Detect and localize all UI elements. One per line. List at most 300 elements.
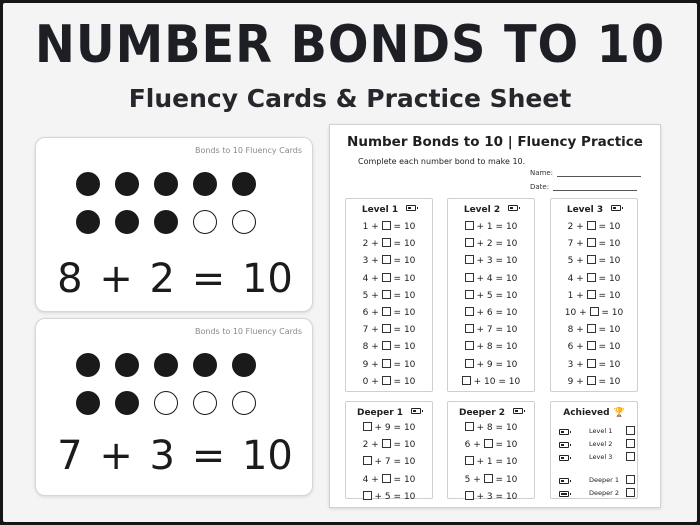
bond-token: = [495,423,504,433]
bond-token: + [371,290,379,301]
achieved-title: Achieved [563,408,610,418]
bond-row [346,253,432,270]
bond-token: 3 [362,256,369,267]
filled-dot [76,353,100,377]
bond-token: = [495,440,504,451]
answer-box[interactable] [587,324,596,333]
bond-token: 6 [567,342,574,353]
bond-token: 3 [486,491,493,502]
bond-token: 1 [486,457,493,468]
bond-token: = [393,457,402,468]
level-heading [551,205,637,215]
bond-token: 6 [362,307,369,318]
bond-token: = [393,440,402,451]
bond-token: = [393,273,402,284]
level-title: Level 2 [463,205,501,215]
bond-token: 9 [486,359,493,370]
battery-icon [611,205,621,211]
bond-token: 2 [362,239,369,250]
answer-box[interactable] [465,324,474,333]
battery-icon [559,478,569,484]
dot-row [76,210,276,234]
answer-box[interactable] [465,422,474,431]
bond-row [448,339,534,356]
bond-token: + [476,239,485,250]
bond-token: 5 [384,491,391,502]
empty-dot [193,391,217,415]
name-label: Name: [530,169,554,177]
empty-dot [232,210,256,234]
bond-token: + [371,325,379,336]
bond-token: = [393,222,402,232]
filled-dot [154,172,178,196]
bond-row [551,322,637,339]
bond-token: 10 [403,307,416,318]
bond-token: = [495,491,504,502]
bond-token: = [393,307,402,318]
card-tag: Bonds to 10 Fluency Cards [195,327,302,336]
date-line[interactable] [553,183,637,191]
level-heading [448,408,534,418]
bond-token: 4 [362,474,369,485]
bond-token: + [374,491,383,502]
bond-row [346,374,432,391]
battery-icon [513,408,523,414]
achieved-item [559,426,635,438]
bond-token: = [495,342,504,353]
bond-token: 7 [567,239,574,250]
bond-token: 3 [567,359,574,370]
achieved-checkbox[interactable] [626,452,635,461]
bond-token: 10 [505,342,518,353]
battery-icon [559,429,569,435]
achieved-label: Level 3 [589,453,613,461]
bond-token: + [579,307,587,318]
level-heading [448,205,534,215]
bond-token: + [374,457,383,468]
bond-row [551,219,637,236]
empty-dot [193,210,217,234]
bond-row [551,374,637,391]
bond-token: + [576,222,584,232]
achieved-label: Level 1 [589,427,613,435]
bond-token: = [598,325,607,336]
achieved-checkbox[interactable] [626,426,635,435]
bond-token: + [576,342,584,353]
bond-token: 10 [505,474,518,485]
bond-token: 10 [508,376,521,387]
level-heading [346,205,432,215]
answer-box[interactable] [587,341,596,350]
bond-row [448,489,534,506]
bond-token: + [371,359,379,370]
bond-token: + [371,273,379,284]
level-box [447,198,535,392]
bond-row [448,305,534,322]
bond-token: + [374,423,383,433]
bond-token: + [476,325,485,336]
answer-box[interactable] [465,273,474,282]
bond-token: 4 [362,273,369,284]
bond-token: 10 [403,376,416,387]
answer-box[interactable] [382,324,391,333]
page-frame [3,3,697,522]
bond-token: 10 [505,290,518,301]
bond-token: = [598,256,607,267]
bond-token: = [495,359,504,370]
bond-token: + [476,273,485,284]
bond-token: 10 [403,325,416,336]
bond-token: + [576,256,584,267]
bond-token: 10 [505,440,518,451]
answer-box[interactable] [465,238,474,247]
answer-box[interactable] [465,341,474,350]
dot-row [76,391,276,415]
name-field[interactable] [530,169,641,177]
bond-row [448,271,534,288]
bond-token: 4 [567,273,574,284]
bond-row [448,357,534,374]
empty-dot [232,391,256,415]
battery-icon [559,491,569,497]
sheet-title: Number Bonds to 10 | Fluency Practice [347,134,643,150]
bond-token: = [495,307,504,318]
bond-row [346,420,432,437]
bond-token: = [393,256,402,267]
bond-token: 10 [403,491,416,502]
bond-token: 10 [505,222,518,232]
bond-token: 10 [403,239,416,250]
answer-box[interactable] [382,255,391,264]
bond-row [448,288,534,305]
bond-token: 9 [362,359,369,370]
filled-dot [115,172,139,196]
answer-box[interactable] [484,439,493,448]
fluency-card-2 [35,318,313,496]
page-subtitle: Fluency Cards & Practice Sheet [128,84,572,113]
bond-token: + [576,290,584,301]
bond-token: 5 [464,474,471,485]
level-box [550,198,638,392]
bond-token: 1 [567,290,574,301]
bond-row [448,236,534,253]
bond-row [346,489,432,506]
bond-token: 1 [362,222,369,232]
answer-box[interactable] [363,456,372,465]
answer-box[interactable] [382,238,391,247]
bond-token: 10 [505,256,518,267]
bond-token: 10 [608,359,621,370]
bond-token: 10 [403,423,416,433]
bond-token: 9 [384,423,391,433]
bond-row [346,271,432,288]
answer-box[interactable] [465,456,474,465]
bond-row [448,374,534,391]
practice-sheet [329,124,661,508]
level-rows [551,219,637,391]
bond-row [346,357,432,374]
bond-token: = [495,290,504,301]
bond-token: = [598,273,607,284]
level-title: Level 1 [361,205,399,215]
bond-token: 10 [608,325,621,336]
answer-box[interactable] [590,307,599,316]
bond-token: = [393,423,402,433]
card-tag: Bonds to 10 Fluency Cards [195,146,302,155]
achieved-label: Level 2 [589,440,613,448]
bond-row [448,253,534,270]
filled-dot [193,172,217,196]
page-title: NUMBER BONDS TO 10 [34,15,666,75]
bond-token: 7 [486,325,493,336]
bond-row [448,472,534,489]
bond-token: + [476,342,485,353]
bond-token: 2 [567,222,574,232]
bond-token: + [371,440,379,451]
bond-token: 10 [611,307,624,318]
battery-icon [508,205,518,211]
answer-box[interactable] [363,422,372,431]
bond-row [448,437,534,454]
filled-dot [76,172,100,196]
bond-row [551,305,637,322]
bond-token: = [598,359,607,370]
bond-token: = [393,491,402,502]
bond-token: + [476,491,485,502]
ten-frame-dots [76,172,276,248]
bond-row [448,219,534,236]
bond-token: + [371,307,379,318]
bond-token: 5 [486,290,493,301]
bond-token: = [598,376,607,387]
answer-box[interactable] [465,491,474,500]
bond-token: 8 [567,325,574,336]
bond-row [346,454,432,471]
bond-token: 8 [362,342,369,353]
bond-token: = [393,342,402,353]
bond-row [346,305,432,322]
bond-row [346,288,432,305]
level-rows [448,219,534,391]
bond-token: + [371,342,379,353]
bond-token: + [476,359,485,370]
achieved-item [559,439,635,451]
fluency-card-1 [35,137,313,312]
bond-token: + [576,325,584,336]
answer-box[interactable] [382,359,391,368]
bond-token: = [598,239,607,250]
answer-box[interactable] [587,255,596,264]
answer-box[interactable] [465,307,474,316]
bond-token: 7 [384,457,391,468]
bond-token: = [495,239,504,250]
bond-row [551,339,637,356]
bond-token: + [473,440,481,451]
bond-token: = [393,325,402,336]
answer-box[interactable] [587,376,596,385]
bond-token: 10 [403,474,416,485]
level-title: Deeper 1 [356,408,404,418]
bond-token: 10 [608,376,621,387]
bond-token: = [495,474,504,485]
bond-token: = [495,222,504,232]
dot-row [76,353,276,377]
answer-box[interactable] [382,341,391,350]
bond-token: = [598,222,607,232]
bond-token: 4 [486,273,493,284]
filled-dot [76,210,100,234]
answer-box[interactable] [465,255,474,264]
bond-token: = [601,307,609,318]
answer-box[interactable] [587,273,596,282]
bond-token: 10 [505,325,518,336]
answer-box[interactable] [382,439,391,448]
bond-token: 10 [505,423,518,433]
level-title: Deeper 2 [458,408,506,418]
bond-token: = [598,342,607,353]
answer-box[interactable] [382,290,391,299]
battery-icon [559,455,569,461]
bond-token: 8 [486,342,493,353]
bond-token: 10 [403,290,416,301]
achieved-item [559,488,635,500]
bond-token: 2 [486,239,493,250]
answer-box[interactable] [587,221,596,230]
bond-row [346,437,432,454]
answer-box[interactable] [382,221,391,230]
bond-token: 3 [486,256,493,267]
bond-token: 10 [608,256,621,267]
filled-dot [115,391,139,415]
answer-box[interactable] [382,307,391,316]
bond-token: + [371,376,379,387]
date-field[interactable] [530,183,637,191]
bond-token: 10 [608,222,621,232]
bond-token: + [371,239,379,250]
bond-token: = [495,325,504,336]
bond-token: 10 [505,457,518,468]
date-label: Date: [530,183,550,191]
deeper-box [447,401,535,502]
bond-token: 10 [403,359,416,370]
bond-token: = [393,239,402,250]
filled-dot [76,391,100,415]
battery-icon [559,442,569,448]
empty-dot [154,391,178,415]
bond-token: 10 [403,222,416,232]
achieved-checkbox[interactable] [626,439,635,448]
bond-token: 10 [403,457,416,468]
achieved-checkbox[interactable] [626,475,635,484]
answer-box[interactable] [465,221,474,230]
filled-dot [154,210,178,234]
bond-row [551,357,637,374]
bond-row [551,271,637,288]
bond-token: + [473,376,482,387]
bond-token: 8 [486,423,493,433]
bond-token: + [371,474,379,485]
bond-token: 10 [403,440,416,451]
bond-token: = [495,457,504,468]
bond-token: + [576,239,584,250]
answer-box[interactable] [462,376,471,385]
bond-token: 10 [505,491,518,502]
bond-token: 10 [505,359,518,370]
achieved-label: Deeper 1 [589,476,620,484]
bond-row [448,322,534,339]
answer-box[interactable] [465,290,474,299]
bond-token: 9 [567,376,574,387]
bond-token: + [476,307,485,318]
bond-token: 10 [564,307,577,318]
bond-row [448,420,534,437]
bond-token: + [476,457,485,468]
trophy-icon: 🏆 [613,408,625,418]
answer-box[interactable] [587,290,596,299]
bond-token: 7 [362,325,369,336]
level-rows [448,420,534,506]
battery-icon [406,205,416,211]
bond-token: 10 [608,239,621,250]
bond-token: 10 [403,256,416,267]
bond-token: + [476,423,485,433]
answer-box[interactable] [587,238,596,247]
name-line[interactable] [557,169,641,177]
bond-token: 6 [464,440,471,451]
answer-box[interactable] [382,273,391,282]
bond-row [448,454,534,471]
filled-dot [115,210,139,234]
bond-row [346,322,432,339]
level-rows [346,219,432,391]
bond-token: 10 [608,342,621,353]
bond-token: + [576,273,584,284]
answer-box[interactable] [465,359,474,368]
bond-token: = [495,273,504,284]
level-rows [346,420,432,506]
bond-row [346,472,432,489]
bond-row [551,253,637,270]
bond-row [346,219,432,236]
achieved-item [559,452,635,464]
dot-row [76,172,276,196]
bond-token: + [473,474,481,485]
answer-box[interactable] [587,359,596,368]
bond-token: + [371,222,379,232]
bond-row [551,236,637,253]
bond-token: = [495,256,504,267]
bond-token: = [393,359,402,370]
bond-token: + [476,256,485,267]
filled-dot [115,353,139,377]
bond-token: + [371,256,379,267]
bond-token: 10 [403,273,416,284]
answer-box[interactable] [382,474,391,483]
bond-token: 5 [567,256,574,267]
answer-box[interactable] [484,474,493,483]
bond-token: = [498,376,506,387]
achieved-box [550,401,638,499]
achieved-checkbox[interactable] [626,488,635,497]
bond-token: 5 [362,290,369,301]
bond-token: 10 [505,307,518,318]
answer-box[interactable] [382,376,391,385]
bond-token: 6 [486,307,493,318]
level-title: Level 3 [566,205,604,215]
filled-dot [232,172,256,196]
achieved-heading [551,408,637,418]
answer-box[interactable] [363,491,372,500]
